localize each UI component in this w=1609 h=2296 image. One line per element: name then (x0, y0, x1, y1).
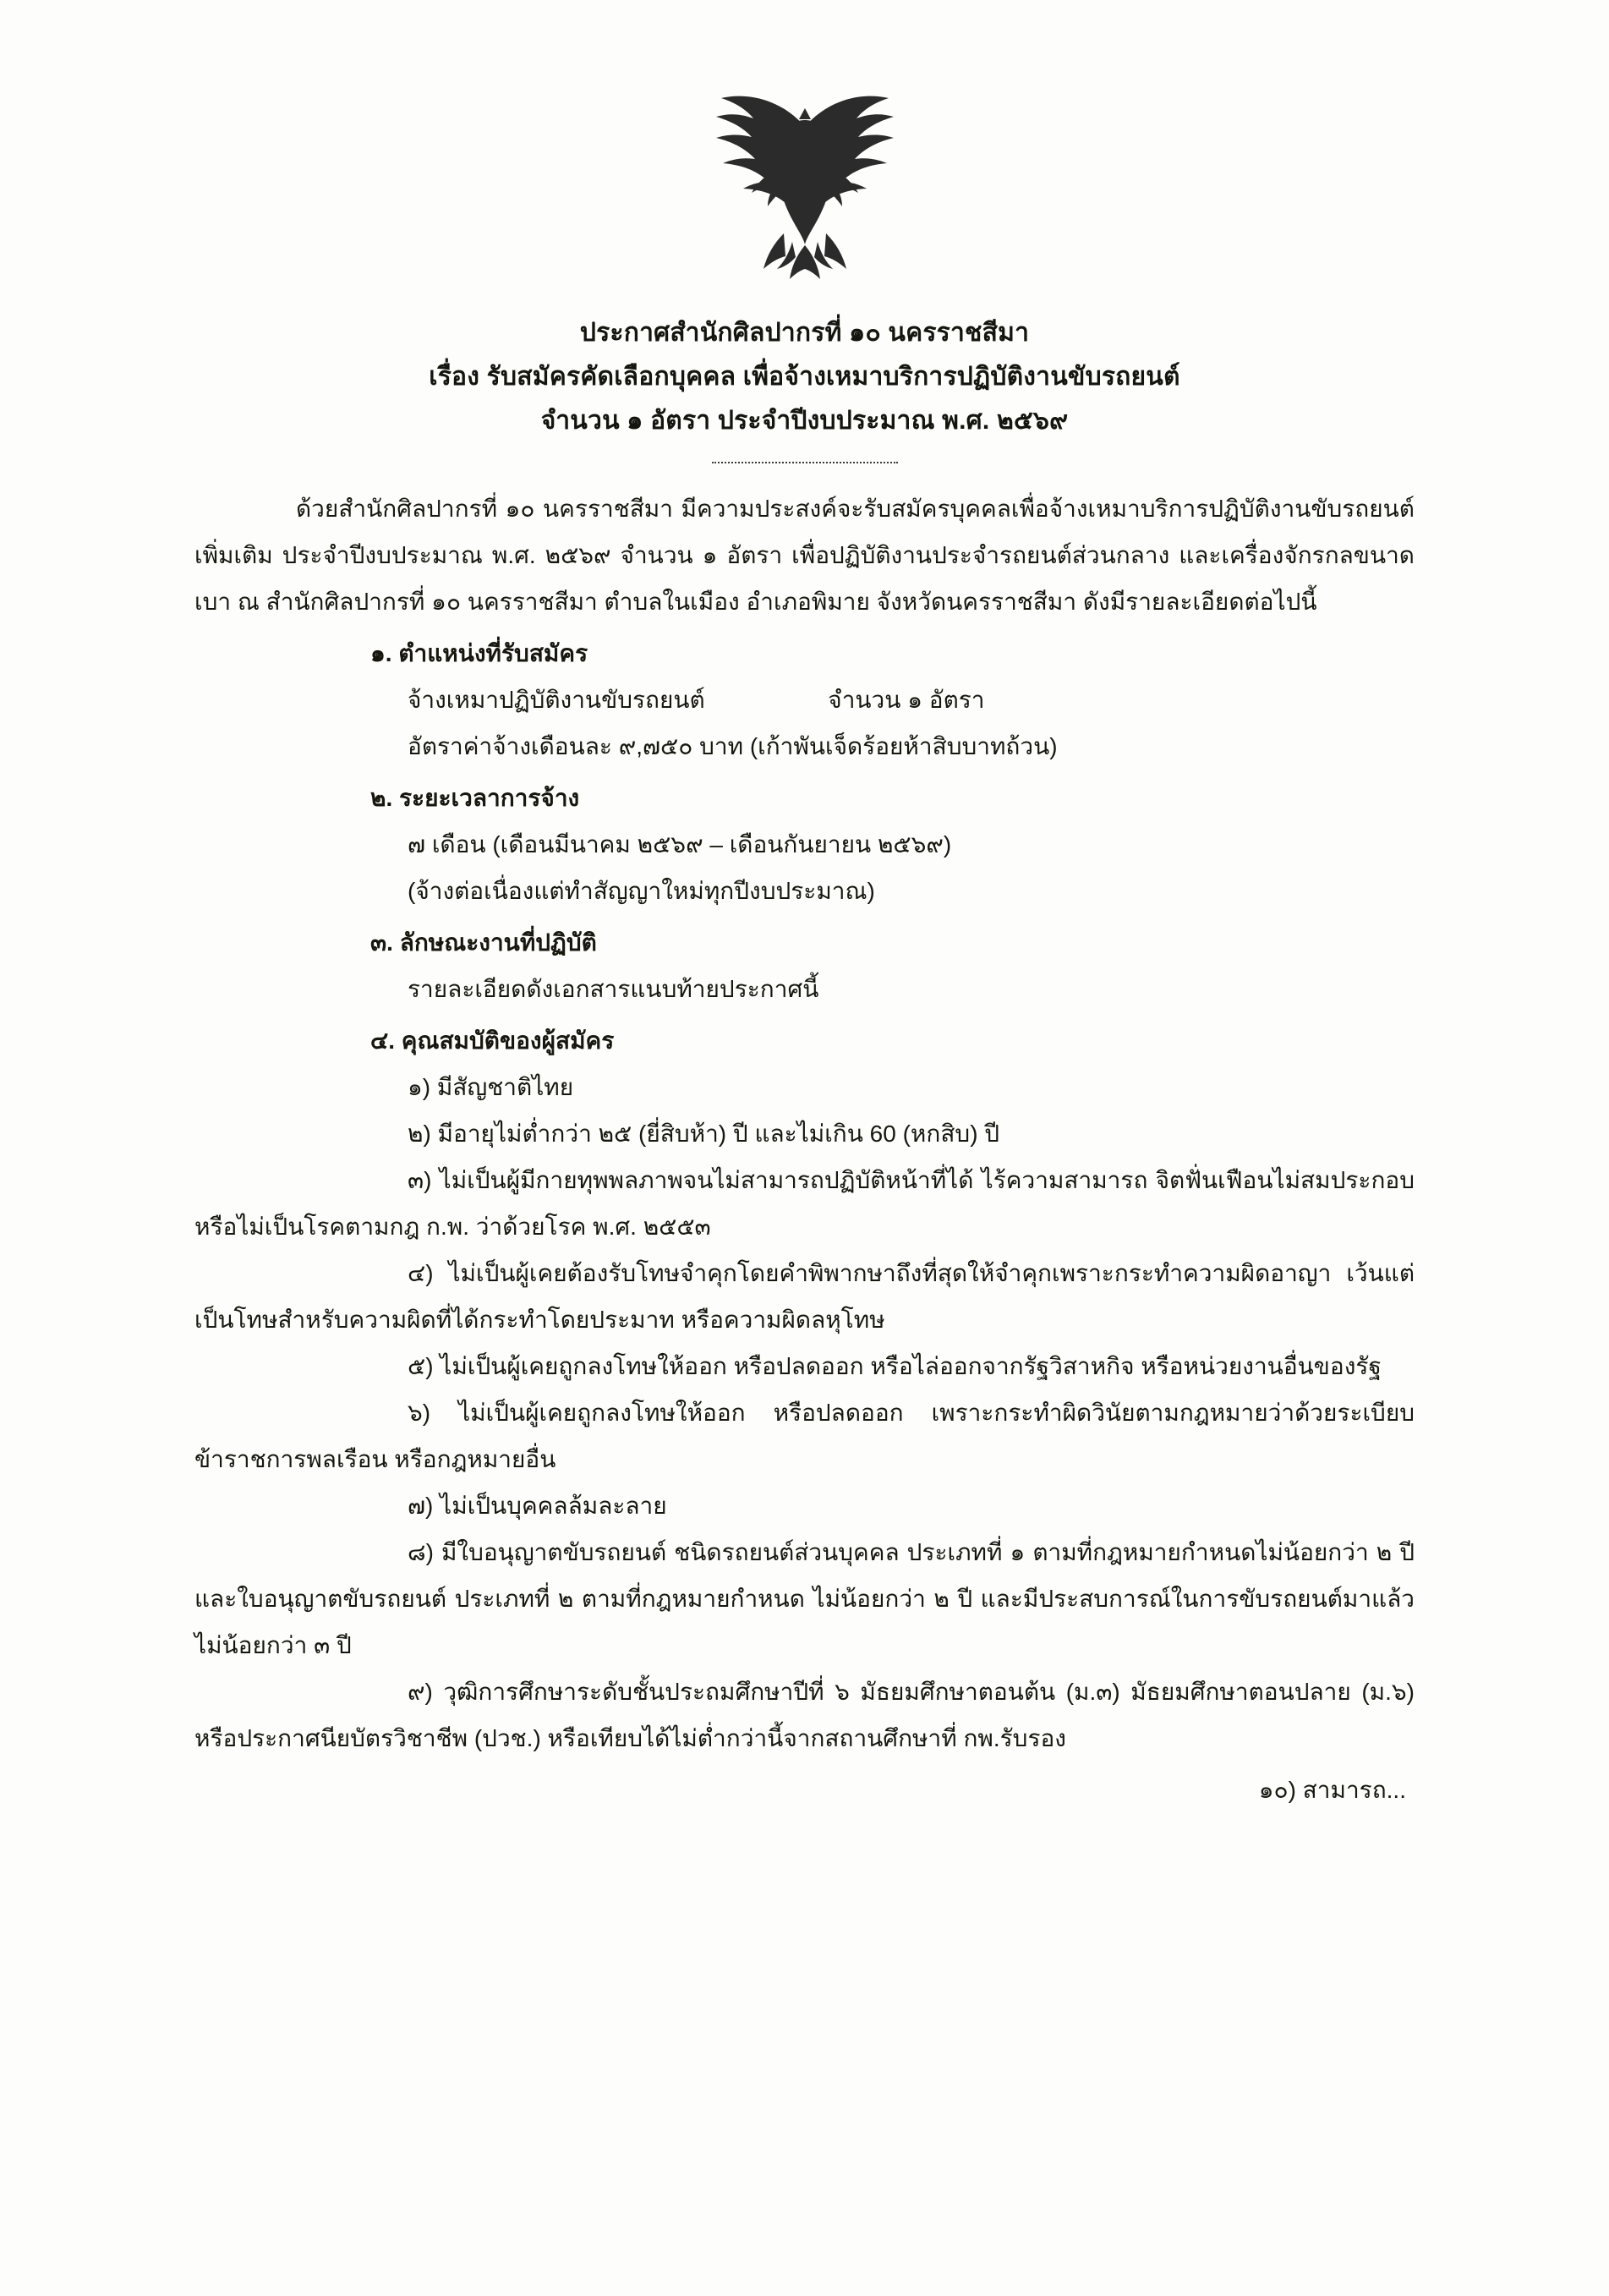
heading-line-2: เรื่อง รับสมัครคัดเลือกบุคคล เพื่อจ้างเหมาบริการปฏิบัติงานขับรถยนต์ (429, 363, 1180, 391)
qualification-item: ๘) มีใบอนุญาตขับรถยนต์ ชนิดรถยนต์ส่วนบุคคล ประเภทที่ ๑ ตามที่กฎหมายกำหนดไม่น้อยกว่า ๒ ปี และใบอนุญาตขับรถยนต์ ประเภทที่ ๒ ตามที่กฎหมายกำหนด ไม่น้อยกว่า ๒ ปี และมีประสบการณ์ในการขับรถยนต์มาแล้วไม่น้อยกว่า ๓ ปี (194, 1539, 1415, 1658)
qualification-item: ๑) มีสัญชาติไทย (408, 1074, 574, 1100)
position-line-2: อัตราค่าจ้างเดือนละ ๙,๗๕๐ บาท (เก้าพันเจ็ดร้อยห้าสิบบาทถ้วน) (408, 733, 1058, 759)
garuda-emblem (691, 76, 919, 296)
continuation-note: ๑๐) สามารถ... (1258, 1777, 1406, 1803)
duration-line-2: (จ้างต่อเนื่องแต่ทำสัญญาใหม่ทุกปีงบประมาณ) (408, 878, 875, 904)
qualification-item: ๗) ไม่เป็นบุคคลล้มละลาย (408, 1493, 667, 1519)
heading-line-1: ประกาศสำนักศิลปากรที่ ๑๐ นครราชสีมา (579, 319, 1030, 347)
position-line-1 (194, 677, 1415, 723)
qualification-item: ๓) ไม่เป็นผู้มีกายทุพพลภาพจนไม่สามารถปฏิบัติหน้าที่ได้ ไร้ความสามารถ จิตฟั่นเฟือนไม่สมประกอบ หรือไม่เป็นโรคตามกฎ ก.พ. ว่าด้วยโรค พ.ศ. ๒๕๕๓ (194, 1167, 1415, 1240)
divider-container (194, 462, 1415, 463)
section-heading-duration: ๒. ระยะเวลาการจ้าง (370, 785, 580, 811)
qualification-item: ๕) ไม่เป็นผู้เคยถูกลงโทษให้ออก หรือปลดออก หรือไล่ออกจากรัฐวิสาหกิจ หรือหน่วยงานอื่นของรัฐ (408, 1353, 1382, 1379)
job-description-line-1: รายละเอียดดังเอกสารแนบท้ายประกาศนี้ (408, 976, 819, 1002)
qualification-item: ๖) ไม่เป็นผู้เคยถูกลงโทษให้ออก หรือปลดออก เพราะกระทำผิดวินัยตามกฎหมายว่าด้วยระเบียบข้าราชการพลเรือน หรือกฎหมายอื่น (194, 1400, 1415, 1472)
section-heading-qualifications: ๔. คุณสมบัติของผู้สมัคร (370, 1027, 615, 1054)
qualification-item: ๒) มีอายุไม่ต่ำกว่า ๒๕ (ยี่สิบห้า) ปี และไม่เกิน 60 (หกสิบ) ปี (408, 1121, 1000, 1147)
position-title: จ้างเหมาปฏิบัติงานขับรถยนต์ (408, 687, 705, 713)
intro-paragraph: ด้วยสำนักศิลปากรที่ ๑๐ นครราชสีมา มีความประสงค์จะรับสมัครบุคคลเพื่อจ้างเหมาบริการปฏิบัติงานขับรถยนต์ เพิ่มเติม ประจำปีงบประมาณ พ.ศ. ๒๕๖๙ จำนวน ๑ อัตรา เพื่อปฏิบัติงานประจำรถยนต์ส่วนกลาง และเครื่องจักรกลขนาดเบา ณ สำนักศิลปากรที่ ๑๐ นครราชสีมา ตำบลในเมือง อำเภอพิมาย จังหวัดนครราชสีมา ดังมีรายละเอียดต่อไปนี้ (194, 496, 1415, 615)
emblem-container (194, 0, 1415, 296)
duration-line-1: ๗ เดือน (เดือนมีนาคม ๒๕๖๙ – เดือนกันยายน ๒๕๖๙) (408, 831, 952, 858)
heading-line-3: จำนวน ๑ อัตรา ประจำปีงบประมาณ พ.ศ. ๒๕๖๙ (540, 407, 1069, 435)
section-heading-job-description: ๓. ลักษณะงานที่ปฏิบัติ (370, 929, 597, 956)
document-heading (194, 311, 1415, 443)
qualification-item: ๙) วุฒิการศึกษาระดับชั้นประถมศึกษาปีที่ ๖ มัธยมศึกษาตอนต้น (ม.๓) มัธยมศึกษาตอนปลาย (ม.๖) หรือประกาศนียบัตรวิชาชีพ (ปวช.) หรือเทียบได้ไม่ต่ำกว่านี้จากสถานศึกษาที่ กพ.รับรอง (194, 1679, 1415, 1751)
qualification-item: ๔) ไม่เป็นผู้เคยต้องรับโทษจำคุกโดยคำพิพากษาถึงที่สุดให้จำคุกเพราะกระทำความผิดอาญา เว้นแต่เป็นโทษสำหรับความผิดที่ได้กระทำโดยประมาท หรือความผิดลหุโทษ (194, 1260, 1415, 1333)
position-count: จำนวน ๑ อัตรา (828, 687, 985, 713)
document-body (194, 485, 1415, 1813)
section-heading-position: ๑. ตำแหน่งที่รับสมัคร (370, 640, 588, 666)
dotted-divider (712, 462, 898, 463)
